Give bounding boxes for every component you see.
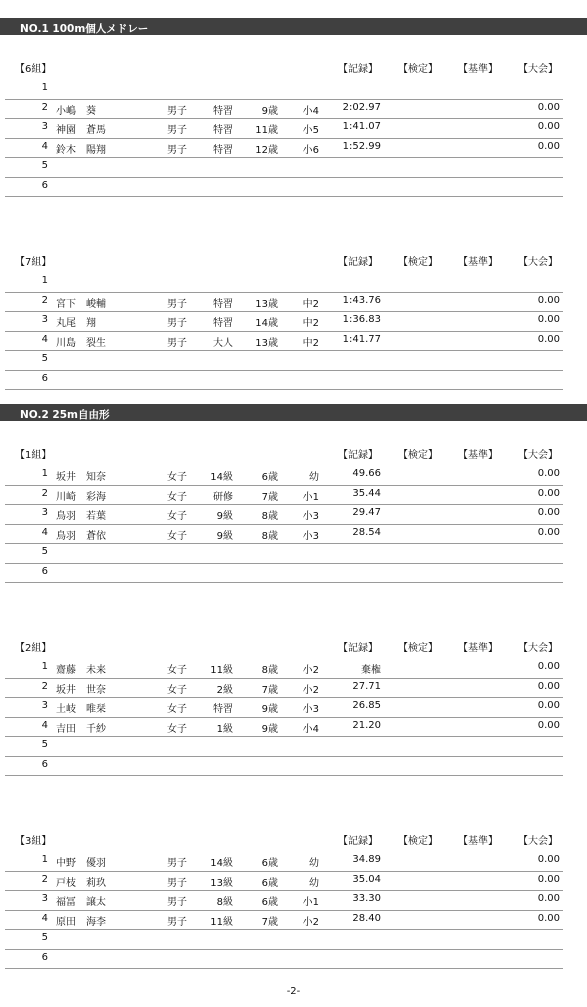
- table-row: [5, 485, 563, 506]
- grade-cell: 小1: [302, 491, 319, 503]
- record-cell: 27.71: [352, 680, 381, 692]
- lane-number: 3: [41, 507, 48, 518]
- meet-cell: 0.00: [537, 468, 560, 479]
- table-row: [5, 717, 563, 738]
- grade-cell: 幼: [309, 877, 319, 889]
- lane-number: 1: [41, 661, 48, 672]
- lane-number: 2: [41, 101, 48, 113]
- swimmer-name: 齋藤 未来: [56, 665, 106, 676]
- sex-cell: 男子: [167, 144, 187, 156]
- lane-number: 2: [41, 873, 48, 885]
- age-cell: 8歳: [261, 511, 278, 522]
- age-cell: 6歳: [261, 472, 278, 483]
- swimmer-name: 原田 海李: [56, 916, 106, 928]
- age-cell: 9歳: [261, 105, 278, 117]
- sex-cell: 男子: [167, 916, 187, 928]
- record-cell: 1:41.77: [342, 333, 381, 345]
- swimmer-name: 坂井 知奈: [56, 472, 106, 483]
- sex-cell: 女子: [167, 472, 187, 483]
- grade-cell: 小3: [302, 704, 319, 715]
- heat-label: 【3組】: [15, 836, 52, 847]
- record-header: 【記録】: [338, 450, 378, 461]
- age-cell: 12歳: [255, 144, 278, 156]
- swimmer-name: 福冨 譲太: [56, 897, 106, 908]
- lane-number: 5: [41, 160, 48, 171]
- grade-cell: 小4: [302, 105, 319, 117]
- lane-number: 4: [41, 719, 48, 731]
- grade-cell: 中2: [302, 318, 319, 329]
- age-cell: 14歳: [255, 318, 278, 329]
- lane-number: 2: [41, 680, 48, 692]
- table-row: [5, 949, 563, 970]
- meet-cell: 0.00: [537, 507, 560, 518]
- record-cell: 35.44: [352, 487, 381, 499]
- record-cell: 1:41.07: [342, 121, 381, 132]
- meet-cell: 0.00: [537, 719, 560, 731]
- age-cell: 7歳: [261, 491, 278, 503]
- lane-number: 6: [41, 565, 48, 577]
- table-row: [5, 871, 563, 892]
- table-row: [5, 157, 563, 178]
- record-cell: 1:43.76: [342, 294, 381, 306]
- table-row: [5, 138, 563, 159]
- meet-cell: 0.00: [537, 101, 560, 113]
- sex-cell: 女子: [167, 704, 187, 715]
- record-cell: 29.47: [352, 507, 381, 518]
- grade-cell: 中2: [302, 337, 319, 349]
- event-title: NO.2 25m自由形: [20, 409, 110, 421]
- verify-header: 【検定】: [398, 64, 438, 75]
- record-cell: 棄権: [361, 665, 381, 676]
- age-cell: 13歳: [255, 337, 278, 349]
- record-cell: 1:36.83: [342, 314, 381, 325]
- meet-cell: 0.00: [537, 333, 560, 345]
- record-cell: 33.30: [352, 893, 381, 904]
- lane-number: 3: [41, 121, 48, 132]
- class-cell: 1級: [216, 723, 233, 735]
- class-cell: 特習: [213, 144, 233, 156]
- lane-number: 1: [41, 468, 48, 479]
- swimmer-name: 吉田 千紗: [56, 723, 106, 735]
- table-row: [5, 563, 563, 584]
- table-row: [5, 99, 563, 120]
- meet-header: 【大会】: [518, 257, 558, 268]
- grade-cell: 小1: [302, 897, 319, 908]
- table-row: [5, 851, 563, 872]
- age-cell: 9歳: [261, 723, 278, 735]
- record-cell: 26.85: [352, 700, 381, 711]
- lane-number: 6: [41, 951, 48, 963]
- lane-number: 5: [41, 353, 48, 364]
- record-header: 【記録】: [338, 257, 378, 268]
- swimmer-name: 坂井 世奈: [56, 684, 106, 696]
- table-row: [5, 272, 563, 293]
- meet-cell: 0.00: [537, 680, 560, 692]
- record-header: 【記録】: [338, 643, 378, 654]
- class-cell: 特習: [213, 105, 233, 117]
- record-cell: 21.20: [352, 719, 381, 731]
- grade-cell: 幼: [309, 472, 319, 483]
- event-header-bar: [0, 404, 587, 421]
- record-cell: 34.89: [352, 854, 381, 865]
- table-row: [5, 177, 563, 198]
- class-cell: 8級: [216, 897, 233, 908]
- grade-cell: 小5: [302, 125, 319, 136]
- table-row: [5, 370, 563, 391]
- meet-cell: 0.00: [537, 140, 560, 152]
- meet-cell: 0.00: [537, 661, 560, 672]
- meet-header: 【大会】: [518, 836, 558, 847]
- table-row: [5, 543, 563, 564]
- heat-label: 【1組】: [15, 450, 52, 461]
- sex-cell: 女子: [167, 511, 187, 522]
- verify-header: 【検定】: [398, 257, 438, 268]
- lane-number: 3: [41, 314, 48, 325]
- grade-cell: 小2: [302, 684, 319, 696]
- class-cell: 13級: [210, 877, 233, 889]
- meet-cell: 0.00: [537, 700, 560, 711]
- standard-header: 【基準】: [458, 450, 498, 461]
- class-cell: 14級: [210, 858, 233, 869]
- table-row: [5, 658, 563, 679]
- sex-cell: 女子: [167, 530, 187, 542]
- record-cell: 1:52.99: [342, 140, 381, 152]
- age-cell: 6歳: [261, 877, 278, 889]
- table-row: [5, 910, 563, 931]
- standard-header: 【基準】: [458, 257, 498, 268]
- class-cell: 特習: [213, 704, 233, 715]
- sex-cell: 男子: [167, 897, 187, 908]
- age-cell: 7歳: [261, 916, 278, 928]
- lane-number: 3: [41, 893, 48, 904]
- meet-header: 【大会】: [518, 643, 558, 654]
- table-row: [5, 465, 563, 486]
- grade-cell: 幼: [309, 858, 319, 869]
- record-header: 【記録】: [338, 836, 378, 847]
- lane-number: 5: [41, 546, 48, 557]
- swimmer-name: 鳥羽 蒼依: [56, 530, 106, 542]
- lane-number: 4: [41, 912, 48, 924]
- swimmer-name: 川崎 彩海: [56, 491, 106, 503]
- sex-cell: 男子: [167, 318, 187, 329]
- swimmer-name: 戸枝 莉玖: [56, 877, 106, 889]
- sex-cell: 男子: [167, 298, 187, 310]
- class-cell: 11級: [210, 916, 233, 928]
- record-header: 【記録】: [338, 64, 378, 75]
- grade-cell: 中2: [302, 298, 319, 310]
- standard-header: 【基準】: [458, 64, 498, 75]
- class-cell: 大人: [213, 337, 233, 349]
- swimmer-name: 鈴木 陽翔: [56, 144, 106, 156]
- class-cell: 14級: [210, 472, 233, 483]
- table-row: [5, 929, 563, 950]
- lane-number: 3: [41, 700, 48, 711]
- meet-cell: 0.00: [537, 893, 560, 904]
- swimmer-name: 鳥羽 若葉: [56, 511, 106, 522]
- sex-cell: 男子: [167, 337, 187, 349]
- swimmer-name: 土岐 唯栞: [56, 704, 106, 715]
- table-row: [5, 736, 563, 757]
- age-cell: 8歳: [261, 530, 278, 542]
- class-cell: 9級: [216, 511, 233, 522]
- sex-cell: 女子: [167, 491, 187, 503]
- sex-cell: 女子: [167, 665, 187, 676]
- table-row: [5, 350, 563, 371]
- record-cell: 28.54: [352, 526, 381, 538]
- age-cell: 6歳: [261, 897, 278, 908]
- sex-cell: 男子: [167, 858, 187, 869]
- record-cell: 28.40: [352, 912, 381, 924]
- lane-number: 1: [41, 82, 48, 93]
- lane-number: 5: [41, 739, 48, 750]
- class-cell: 11級: [210, 665, 233, 676]
- class-cell: 特習: [213, 298, 233, 310]
- meet-cell: 0.00: [537, 294, 560, 306]
- sex-cell: 男子: [167, 105, 187, 117]
- age-cell: 13歳: [255, 298, 278, 310]
- meet-cell: 0.00: [537, 526, 560, 538]
- table-row: [5, 756, 563, 777]
- heat-label: 【7組】: [15, 257, 52, 268]
- table-row: [5, 79, 563, 100]
- meet-cell: 0.00: [537, 873, 560, 885]
- meet-header: 【大会】: [518, 64, 558, 75]
- lane-number: 6: [41, 758, 48, 770]
- table-row: [5, 524, 563, 545]
- swimmer-name: 川島 裂生: [56, 337, 106, 349]
- grade-cell: 小4: [302, 723, 319, 735]
- standard-header: 【基準】: [458, 836, 498, 847]
- verify-header: 【検定】: [398, 643, 438, 654]
- table-row: [5, 678, 563, 699]
- heat-label: 【2組】: [15, 643, 52, 654]
- meet-cell: 0.00: [537, 912, 560, 924]
- table-row: [5, 118, 563, 139]
- lane-number: 2: [41, 294, 48, 306]
- lane-number: 1: [41, 275, 48, 286]
- standard-header: 【基準】: [458, 643, 498, 654]
- lane-number: 6: [41, 372, 48, 384]
- lane-number: 4: [41, 526, 48, 538]
- table-row: [5, 292, 563, 313]
- record-cell: 49.66: [352, 468, 381, 479]
- grade-cell: 小3: [302, 511, 319, 522]
- heat-label: 【6組】: [15, 64, 52, 75]
- class-cell: 特習: [213, 318, 233, 329]
- sex-cell: 女子: [167, 723, 187, 735]
- lane-number: 6: [41, 179, 48, 191]
- meet-cell: 0.00: [537, 854, 560, 865]
- lane-number: 5: [41, 932, 48, 943]
- sex-cell: 男子: [167, 877, 187, 889]
- table-row: [5, 890, 563, 911]
- grade-cell: 小3: [302, 530, 319, 542]
- swimmer-name: 中野 優羽: [56, 858, 106, 869]
- class-cell: 9級: [216, 530, 233, 542]
- lane-number: 4: [41, 140, 48, 152]
- grade-cell: 小2: [302, 916, 319, 928]
- lane-number: 2: [41, 487, 48, 499]
- sex-cell: 男子: [167, 125, 187, 136]
- sex-cell: 女子: [167, 684, 187, 696]
- age-cell: 9歳: [261, 704, 278, 715]
- page-number: -2-: [286, 986, 301, 997]
- swimmer-name: 丸尾 翔: [56, 318, 96, 329]
- grade-cell: 小6: [302, 144, 319, 156]
- table-row: [5, 504, 563, 525]
- class-cell: 2級: [216, 684, 233, 696]
- swimmer-name: 小嶋 葵: [56, 105, 96, 117]
- verify-header: 【検定】: [398, 450, 438, 461]
- grade-cell: 小2: [302, 665, 319, 676]
- class-cell: 研修: [213, 491, 233, 503]
- age-cell: 7歳: [261, 684, 278, 696]
- age-cell: 11歳: [255, 125, 278, 136]
- swimmer-name: 神園 蒼馬: [56, 125, 106, 136]
- age-cell: 8歳: [261, 665, 278, 676]
- meet-header: 【大会】: [518, 450, 558, 461]
- event-title: NO.1 100m個人メドレー: [20, 23, 149, 35]
- verify-header: 【検定】: [398, 836, 438, 847]
- swimmer-name: 宮下 峻輔: [56, 298, 106, 310]
- event-header-bar: [0, 18, 587, 35]
- lane-number: 4: [41, 333, 48, 345]
- age-cell: 6歳: [261, 858, 278, 869]
- class-cell: 特習: [213, 125, 233, 136]
- table-row: [5, 311, 563, 332]
- meet-cell: 0.00: [537, 121, 560, 132]
- lane-number: 1: [41, 854, 48, 865]
- table-row: [5, 331, 563, 352]
- record-cell: 2:02.97: [342, 101, 381, 113]
- record-cell: 35.04: [352, 873, 381, 885]
- meet-cell: 0.00: [537, 314, 560, 325]
- meet-cell: 0.00: [537, 487, 560, 499]
- table-row: [5, 697, 563, 718]
